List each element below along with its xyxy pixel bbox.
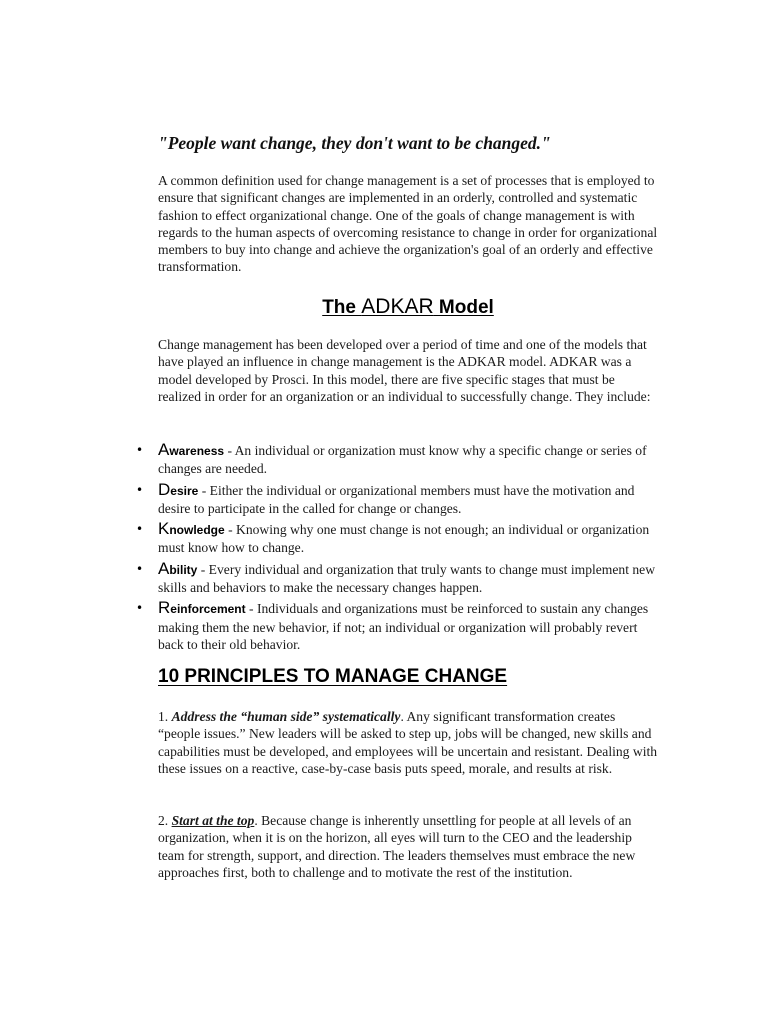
- opening-quote: "People want change, they don't want to be changed.": [158, 133, 551, 153]
- adkar-list: [136, 441, 666, 656]
- list-item: [136, 481, 666, 518]
- principle-paragraph: 1. Address the “human side” systematically. Any significant transformation creates “people issues.” New leaders will be asked to step up, jobs will be changed, new skills and capabilities must be developed, and employees will be uncertain and resistant. Dealing with these issues on a reactive, case-by-case basis puts speed, morale, and results at risk.: [158, 709, 658, 776]
- principle-number: 1: [158, 709, 165, 724]
- principle-text: . Any significant transformation creates “people issues.” New leaders will be asked to step up, jobs will be changed, new skills and capabilities must be developed, and employees will be uncertain and resistant. Dealing with these issues on a reactive, case-by-case basis puts speed, morale, and results at risk.: [158, 709, 658, 776]
- principle-paragraph: 2. Start at the top. Because change is inherently unsettling for people at all levels of an organization, when it is on the horizon, all eyes will turn to the CEO and the leadership team for strength, support, and direction. The leaders themselves must embrace the new approaches first, both to challenge and to motivate the rest of the institution.: [158, 813, 636, 880]
- adkar-description: - An individual or organization must know why a specific change or series of changes are needed.: [158, 443, 647, 477]
- bullet-icon: •: [136, 561, 144, 576]
- list-item: [136, 599, 666, 653]
- adkar-heading-highlight: ADKAR: [361, 295, 434, 318]
- list-item: [136, 520, 666, 557]
- adkar-description: - Either the individual or organizational members must have the motivation and desire to participate in the called for change or changes.: [158, 482, 635, 516]
- principle-number: 2: [158, 813, 165, 828]
- principle-text: . Because change is inherently unsettling for people at all levels of an organization, when it is on the horizon, all eyes will turn to the CEO and the leadership team for strength, support, and direction. The leaders themselves must embrace the new approaches first, both to challenge and to motivate the rest of the institution.: [158, 813, 636, 880]
- list-item: [136, 560, 666, 597]
- bullet-icon: •: [136, 482, 144, 497]
- adkar-term: Ability: [158, 558, 198, 578]
- adkar-heading-suffix: Model: [433, 297, 494, 318]
- bullet-icon: •: [136, 601, 144, 616]
- principle-title: Start at the top: [171, 813, 255, 828]
- adkar-heading-prefix: The: [322, 297, 362, 318]
- adkar-term: Awareness: [158, 440, 225, 459]
- bullet-icon: •: [136, 443, 144, 457]
- intro-paragraph: A common definition used for change management is a set of processes that is employed to ensure that significant changes are implemented in an orderly, controlled and systematic fashion to effect organizational change. One of the goals of change management is with regards to the human aspects of overcoming resistance to change in order for organizational members to buy into change and achieve the organization's goal of an orderly and effective transformation.: [158, 173, 658, 275]
- adkar-description: - Knowing why one must change is not enough; an individual or organization must know how to change.: [158, 522, 650, 556]
- adkar-term: Reinforcement: [158, 598, 246, 618]
- adkar-heading: [158, 295, 658, 320]
- adkar-description: - Every individual and organization that truly wants to change must implement new skills and behaviors to make the necessary changes happen.: [158, 561, 656, 596]
- principle-title: Address the “human side” systematically: [171, 709, 401, 724]
- principles-heading: 10 PRINCIPLES TO MANAGE CHANGE: [158, 666, 508, 687]
- list-item: [136, 441, 666, 478]
- bullet-icon: •: [136, 522, 144, 537]
- adkar-term: Knowledge: [158, 519, 225, 539]
- adkar-paragraph: Change management has been developed over a period of time and one of the models that have played an influence in change management is the ADKAR model. ADKAR was a model developed by Prosci. In this model, there are five specific stages that must be realized in order for an organization or an individual to successfully change. They include:: [158, 337, 651, 404]
- adkar-term: Desire: [158, 479, 199, 499]
- adkar-description: - Individuals and organizations must be reinforced to sustain any changes making them the new behavior, if not; an individual or organization will probably revert back to their old behavior.: [158, 601, 649, 652]
